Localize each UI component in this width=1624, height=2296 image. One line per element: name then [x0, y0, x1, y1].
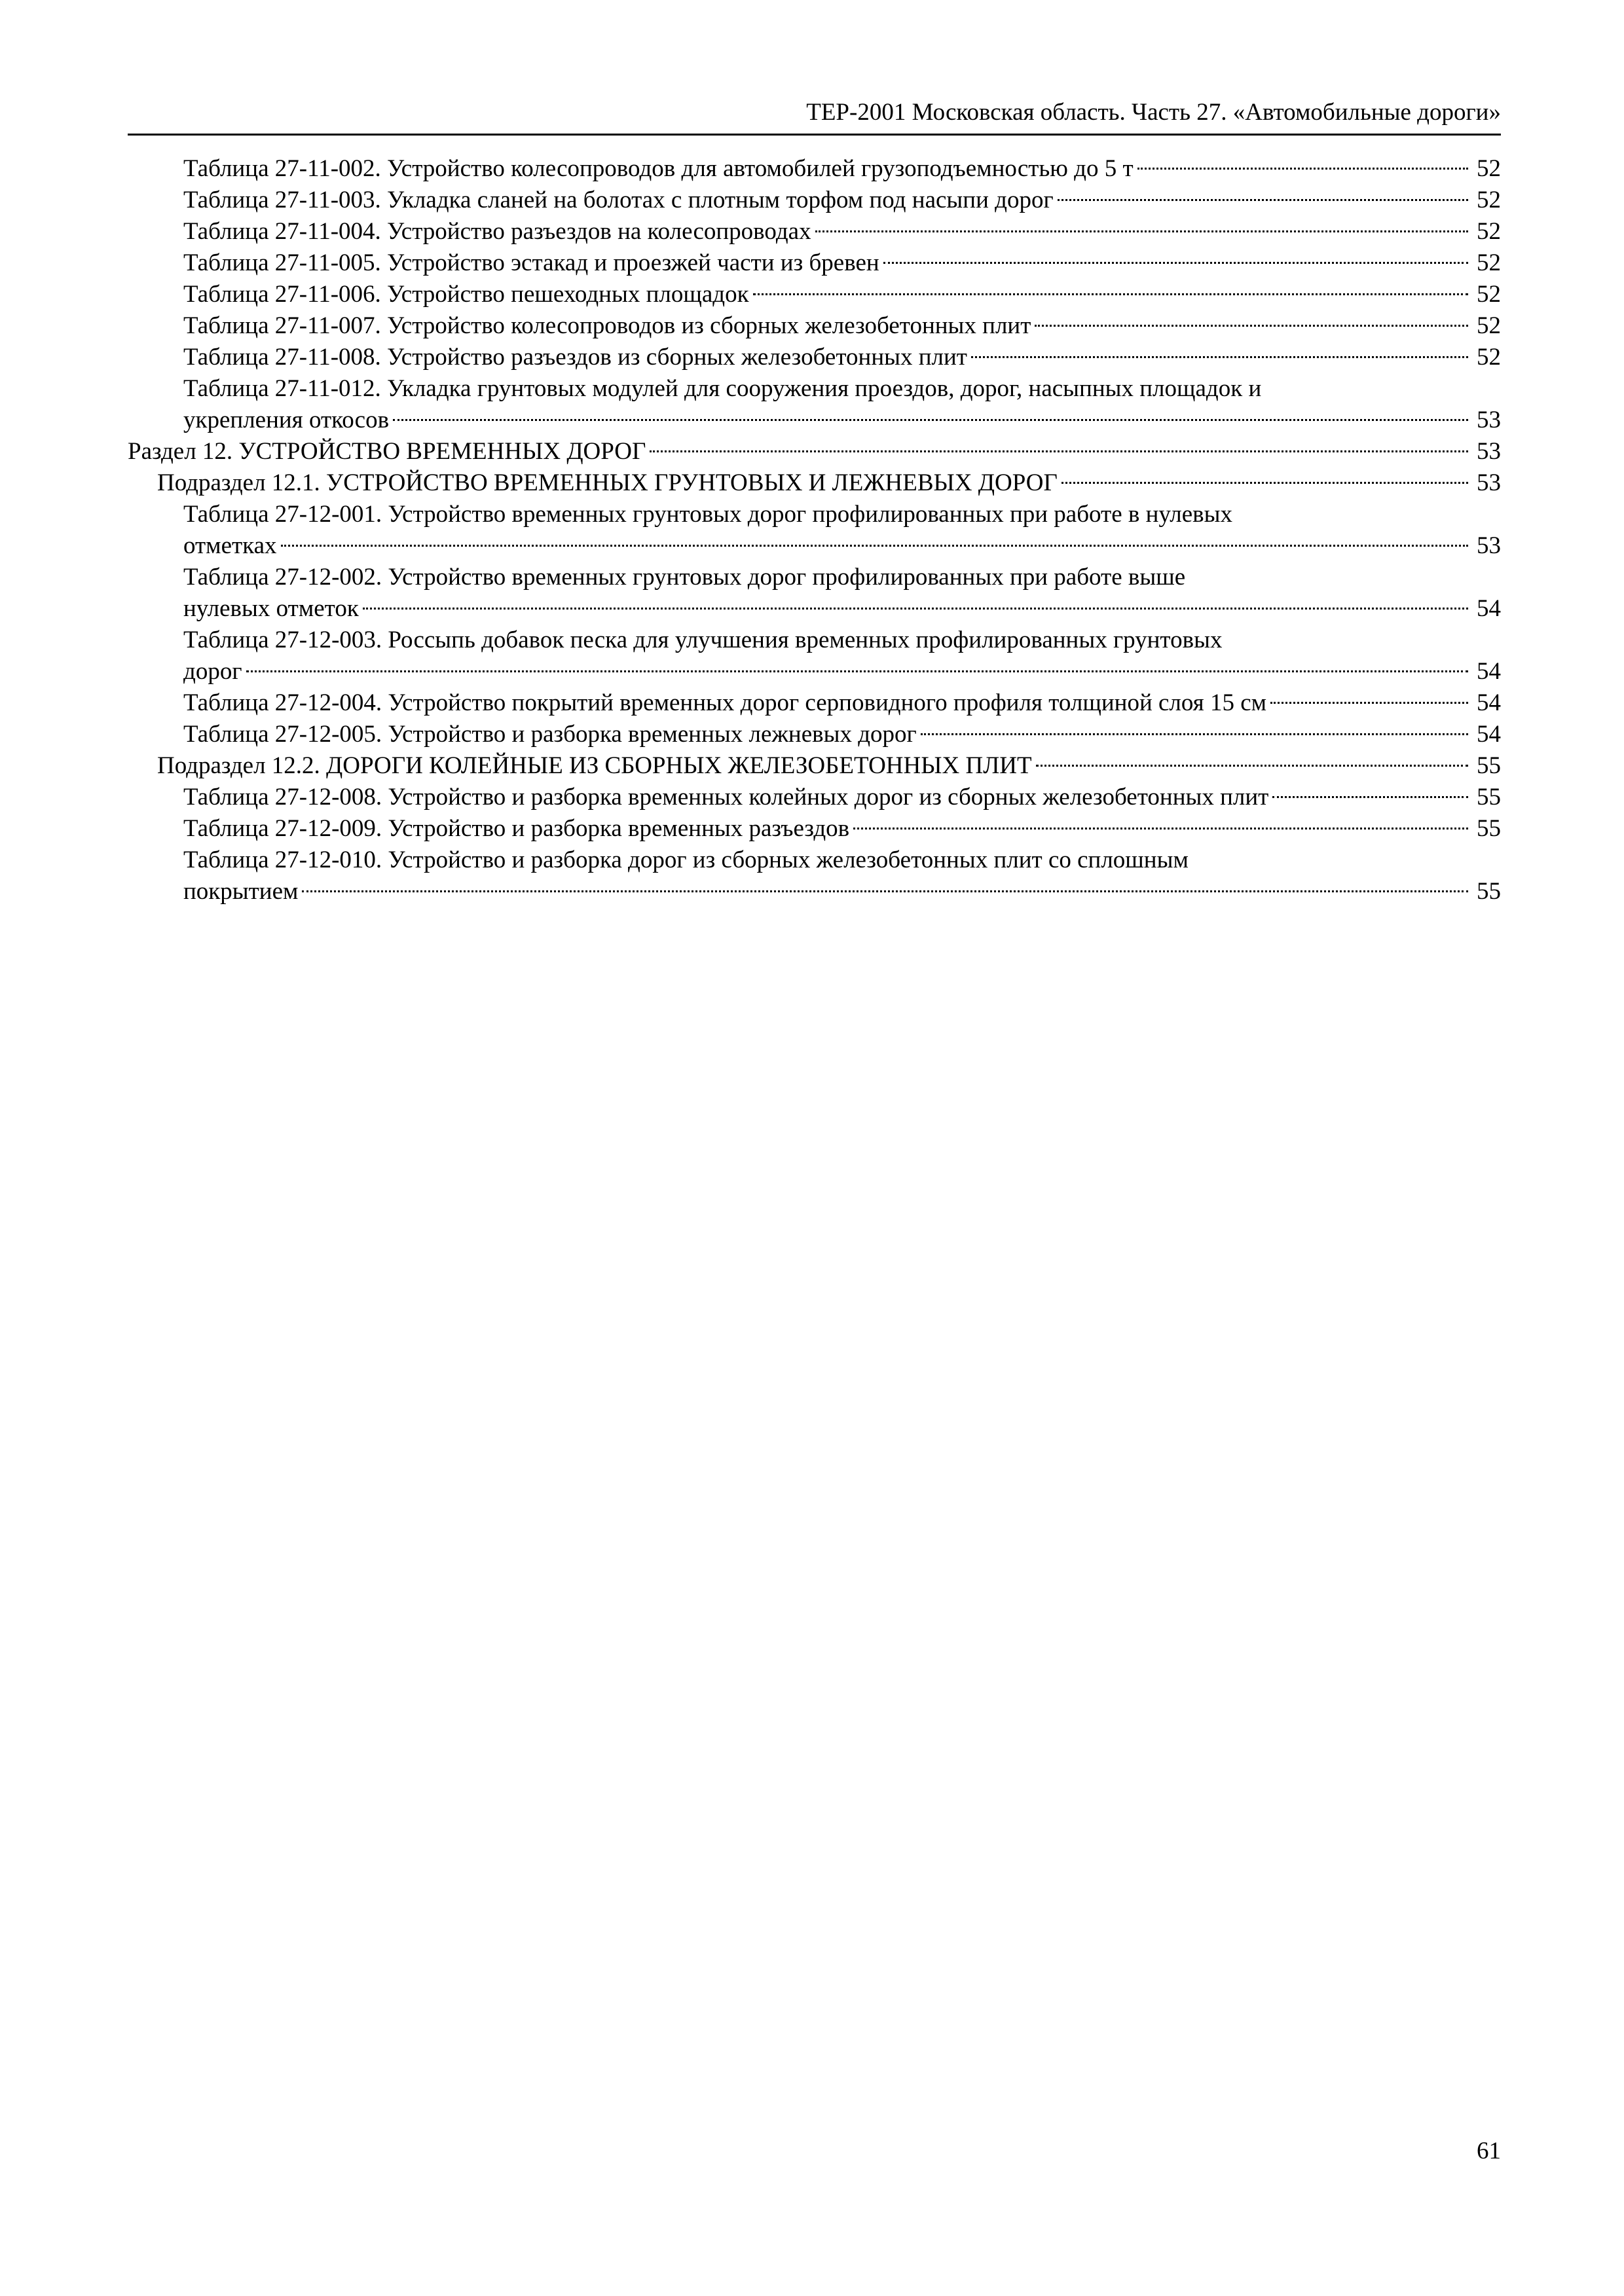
toc-entry-line [183, 656, 1501, 687]
toc-entry-line [183, 530, 1501, 562]
toc-leader-dots [1272, 796, 1468, 798]
toc-leader-dots [650, 450, 1468, 452]
toc-leader-dots [815, 230, 1468, 232]
toc-page-number: 53 [1477, 469, 1501, 496]
toc-entry-title: Таблица 27-12-008. Устройство и разборка временных колейных дорог из сборных железобетонных плит [183, 784, 1269, 811]
toc-entry[interactable] [128, 373, 1501, 436]
toc-leader-dots [971, 356, 1468, 358]
toc-leader-dots [1270, 702, 1468, 704]
toc-entry-title: Таблица 27-12-005. Устройство и разборка временных лежневых дорог [183, 721, 917, 748]
toc-page-number: 52 [1477, 155, 1501, 182]
toc-entry-title-line: Таблица 27-11-012. Укладка грунтовых модулей для сооружения проездов, дорог, насыпных площадок и [183, 375, 1262, 402]
page-header [128, 94, 1501, 136]
toc-entry-title: Подраздел 12.1. УСТРОЙСТВО ВРЕМЕННЫХ ГРУНТОВЫХ И ЛЕЖНЕВЫХ ДОРОГ [157, 469, 1058, 496]
toc-page-number: 54 [1477, 595, 1501, 622]
toc-entry[interactable] [128, 247, 1501, 279]
toc-entry-title-line: Таблица 27-12-010. Устройство и разборка дорог из сборных железобетонных плит со сплошным [183, 847, 1189, 873]
toc-entry-title: нулевых отметок [183, 595, 359, 622]
toc-entry-line [183, 876, 1501, 907]
toc-entry-title-line: Таблица 27-12-003. Россыпь добавок песка для улучшения временных профилированных грунтовых [183, 627, 1223, 653]
toc-leader-dots [753, 293, 1468, 295]
toc-entry[interactable] [128, 845, 1501, 907]
toc-entry[interactable] [128, 467, 1501, 499]
toc-leader-dots [1061, 482, 1468, 484]
toc-leader-dots [246, 670, 1468, 672]
toc-entry-line [183, 185, 1501, 216]
toc-entry[interactable] [128, 625, 1501, 687]
toc-entry-title: Раздел 12. УСТРОЙСТВО ВРЕМЕННЫХ ДОРОГ [128, 438, 646, 465]
toc-leader-dots [393, 419, 1468, 421]
page-number: 61 [1477, 2138, 1501, 2164]
document-title: ТЕР-2001 Московская область. Часть 27. «Автомобильные дороги» [806, 99, 1501, 126]
toc-entry[interactable] [128, 687, 1501, 719]
toc-entry-line [128, 436, 1501, 467]
toc-entry-title: Подраздел 12.2. ДОРОГИ КОЛЕЙНЫЕ ИЗ СБОРНЫХ ЖЕЛЕЗОБЕТОННЫХ ПЛИТ [157, 752, 1032, 779]
toc-entry-line [183, 593, 1501, 625]
toc-entry-line [183, 342, 1501, 373]
toc-leader-dots [1137, 168, 1468, 170]
toc-entry-line [183, 687, 1501, 719]
toc-entry-title: Таблица 27-11-002. Устройство колесопроводов для автомобилей грузоподъемностью до 5 т [183, 155, 1134, 182]
toc-entry-title: дорог [183, 658, 242, 685]
toc-entry-title: Таблица 27-12-004. Устройство покрытий временных дорог серповидного профиля толщиной слоя 15 см [183, 689, 1267, 716]
toc-entry[interactable] [128, 499, 1501, 562]
toc-entry-title: Таблица 27-12-009. Устройство и разборка временных разъездов [183, 815, 850, 842]
toc-entry-line [183, 782, 1501, 813]
toc-entry[interactable] [128, 436, 1501, 467]
toc-entry-line [183, 719, 1501, 750]
toc-entry[interactable] [128, 562, 1501, 625]
toc-leader-dots [302, 890, 1468, 892]
toc-page-number: 55 [1477, 784, 1501, 811]
toc-page-number: 54 [1477, 721, 1501, 748]
toc-entry[interactable] [128, 279, 1501, 310]
toc-page-number: 52 [1477, 218, 1501, 245]
toc-page-number: 52 [1477, 312, 1501, 339]
toc-entry-line [183, 813, 1501, 845]
toc-entry-line [183, 310, 1501, 342]
toc-entry-title: отметках [183, 532, 277, 559]
toc-leader-dots [1036, 765, 1468, 767]
toc-entry-title: покрытием [183, 878, 299, 905]
toc-page-number: 53 [1477, 438, 1501, 465]
toc-entry-title: Таблица 27-11-005. Устройство эстакад и проезжей части из бревен [183, 249, 879, 276]
toc-leader-dots [853, 828, 1468, 829]
toc-entry-line [183, 279, 1501, 310]
toc-page-number: 53 [1477, 407, 1501, 433]
toc-leader-dots [1035, 325, 1468, 327]
table-of-contents [128, 153, 1501, 907]
toc-entry-title: Таблица 27-11-004. Устройство разъездов на колесопроводах [183, 218, 811, 245]
toc-entry-title-line: Таблица 27-12-002. Устройство временных грунтовых дорог профилированных при работе выше [183, 564, 1186, 591]
toc-entry[interactable] [128, 813, 1501, 845]
toc-entry[interactable] [128, 782, 1501, 813]
toc-page-number: 52 [1477, 187, 1501, 213]
toc-page-number: 54 [1477, 689, 1501, 716]
toc-leader-dots [1058, 199, 1468, 201]
toc-entry[interactable] [128, 216, 1501, 247]
toc-entry[interactable] [128, 185, 1501, 216]
toc-entry-line [157, 467, 1501, 499]
toc-entry[interactable] [128, 310, 1501, 342]
toc-leader-dots [363, 608, 1468, 610]
toc-entry-line [183, 153, 1501, 185]
toc-leader-dots [921, 733, 1468, 735]
toc-page-number: 52 [1477, 249, 1501, 276]
toc-page-number: 52 [1477, 281, 1501, 308]
toc-entry-title: укрепления откосов [183, 407, 390, 433]
toc-entry-line [183, 405, 1501, 436]
toc-page-number: 55 [1477, 815, 1501, 842]
toc-entry-title: Таблица 27-11-007. Устройство колесопроводов из сборных железобетонных плит [183, 312, 1031, 339]
toc-entry-line [183, 216, 1501, 247]
toc-entry[interactable] [128, 719, 1501, 750]
toc-entry[interactable] [128, 342, 1501, 373]
toc-entry-title: Таблица 27-11-008. Устройство разъездов из сборных железобетонных плит [183, 344, 967, 371]
toc-entry[interactable] [128, 153, 1501, 185]
toc-entry-title: Таблица 27-11-006. Устройство пешеходных площадок [183, 281, 749, 308]
toc-page-number: 53 [1477, 532, 1501, 559]
toc-entry-line [183, 247, 1501, 279]
toc-page-number: 54 [1477, 658, 1501, 685]
toc-page-number: 55 [1477, 752, 1501, 779]
toc-entry-title-line: Таблица 27-12-001. Устройство временных грунтовых дорог профилированных при работе в нулевых [183, 501, 1233, 528]
toc-entry-title: Таблица 27-11-003. Укладка сланей на болотах с плотным торфом под насыпи дорог [183, 187, 1054, 213]
toc-leader-dots [883, 262, 1468, 264]
toc-leader-dots [281, 545, 1468, 547]
toc-entry[interactable] [128, 750, 1501, 782]
toc-page-number: 52 [1477, 344, 1501, 371]
toc-entry-line [157, 750, 1501, 782]
toc-page-number: 55 [1477, 878, 1501, 905]
